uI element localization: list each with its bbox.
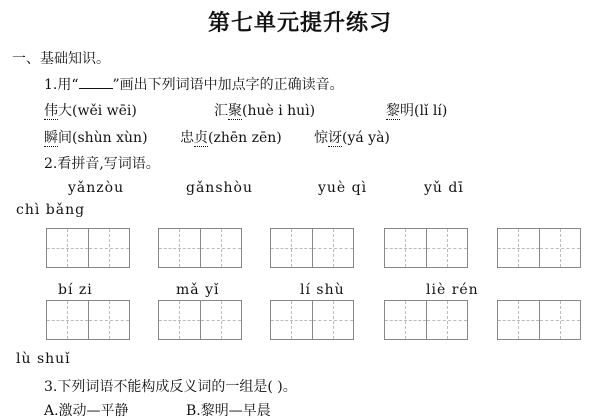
reading-item bbox=[314, 127, 390, 147]
pinyin-label: lí shù bbox=[300, 282, 345, 298]
reading-options[interactable]: (shùn xùn) bbox=[72, 130, 148, 146]
option-b[interactable]: B.黎明—早晨 bbox=[186, 403, 271, 419]
writing-grid[interactable] bbox=[46, 300, 130, 340]
dotted-char: 聚 bbox=[228, 103, 242, 119]
page-title: 第七单元提升练习 bbox=[207, 10, 392, 36]
pinyin-label: yǔ dī bbox=[424, 180, 464, 196]
writing-grid[interactable] bbox=[46, 228, 130, 268]
pinyin-label: liè rén bbox=[426, 282, 479, 298]
q1-suffix: ”画出下列词语中加点字的正确读音。 bbox=[112, 77, 344, 93]
question-3-instruction: 3.下列词语不能构成反义词的一组是( )。 bbox=[44, 379, 297, 395]
pinyin-label: lù shuǐ bbox=[16, 351, 71, 367]
pinyin-label: yuè qì bbox=[318, 180, 368, 196]
pinyin-label: gǎnshòu bbox=[186, 180, 253, 196]
dotted-char: 贞 bbox=[194, 130, 208, 146]
writing-grid[interactable] bbox=[384, 228, 468, 268]
reading-item bbox=[214, 100, 315, 120]
reading-options[interactable]: (zhēn zēn) bbox=[208, 130, 282, 146]
option-a[interactable]: A.激动—平静 bbox=[44, 403, 129, 419]
dotted-char: 瞬 bbox=[44, 130, 58, 146]
word-char: 间 bbox=[58, 130, 72, 146]
writing-grid[interactable] bbox=[497, 228, 581, 268]
section-heading: 一、基础知识。 bbox=[12, 51, 110, 67]
reading-item bbox=[44, 100, 137, 120]
word-char: 汇 bbox=[214, 103, 228, 119]
dotted-char: 黎 bbox=[386, 103, 400, 119]
reading-options[interactable]: (lǐ lí) bbox=[414, 103, 448, 119]
reading-options[interactable]: (huè i huì) bbox=[242, 103, 316, 119]
writing-grid[interactable] bbox=[270, 300, 354, 340]
writing-grid[interactable] bbox=[158, 228, 242, 268]
word-char: 惊 bbox=[314, 130, 328, 146]
question-2-instruction: 2.看拼音,写词语。 bbox=[44, 156, 160, 172]
word-char: 明 bbox=[400, 103, 414, 119]
question-1-instruction bbox=[44, 74, 344, 94]
word-char: 大 bbox=[58, 103, 72, 119]
q1-prefix: 1.用“ bbox=[44, 77, 79, 93]
reading-item bbox=[386, 100, 447, 120]
writing-grid[interactable] bbox=[497, 300, 581, 340]
reading-options[interactable]: (yá yà) bbox=[342, 130, 390, 146]
writing-grid[interactable] bbox=[158, 300, 242, 340]
reading-options[interactable]: (wěi wēi) bbox=[72, 103, 137, 119]
pinyin-label: yǎnzòu bbox=[68, 180, 125, 196]
underline-sample bbox=[79, 76, 113, 89]
writing-grid[interactable] bbox=[384, 300, 468, 340]
word-char: 忠 bbox=[180, 130, 194, 146]
dotted-char: 伟 bbox=[44, 103, 58, 119]
writing-grid[interactable] bbox=[270, 228, 354, 268]
pinyin-label: chì bǎng bbox=[16, 202, 86, 218]
pinyin-label: mǎ yǐ bbox=[176, 282, 220, 298]
pinyin-label: bí zi bbox=[58, 282, 93, 298]
dotted-char: 讶 bbox=[328, 130, 342, 146]
reading-item bbox=[44, 127, 148, 147]
reading-item bbox=[180, 127, 282, 147]
